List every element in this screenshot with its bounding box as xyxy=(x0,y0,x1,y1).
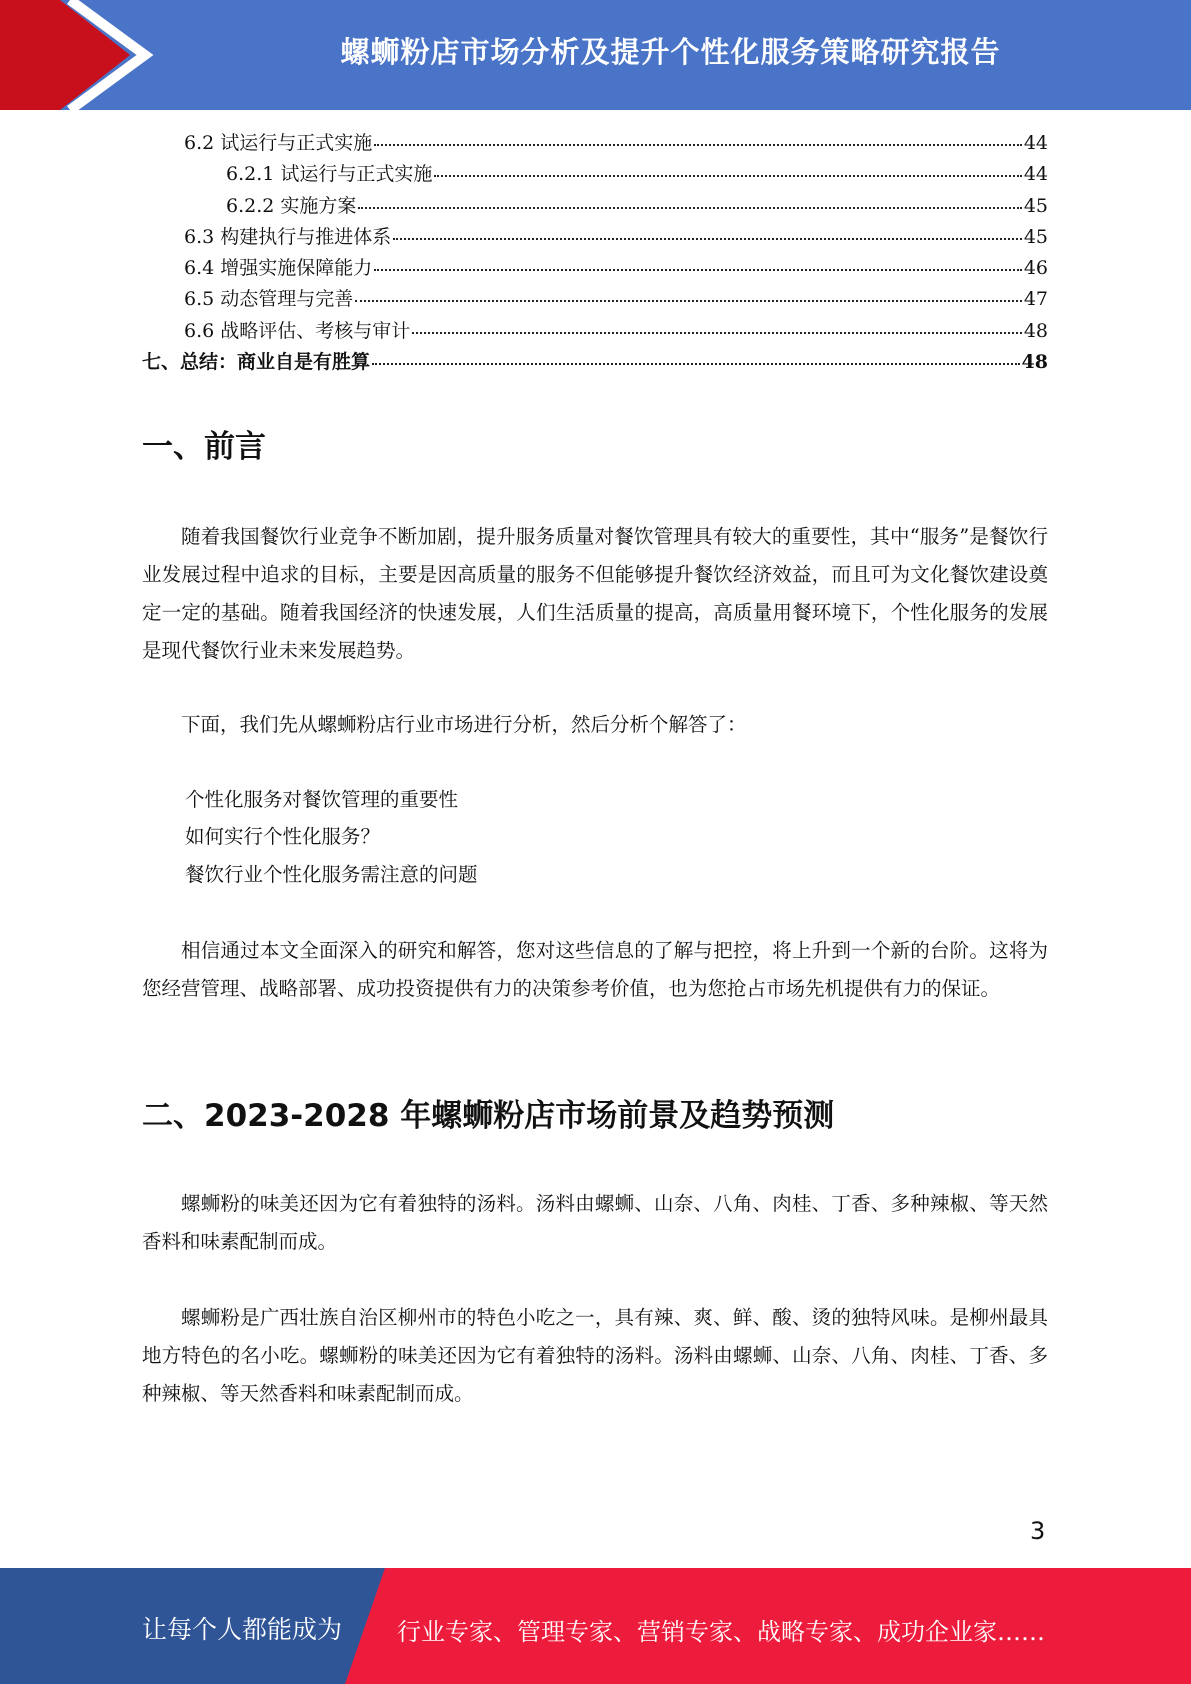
toc-leader-dots xyxy=(355,300,1022,302)
table-of-contents xyxy=(142,128,1048,378)
page-header xyxy=(0,0,1191,110)
toc-entry-label: 6.6 战略评估、考核与审计 xyxy=(184,319,411,342)
toc-entry-label: 6.5 动态管理与完善 xyxy=(184,288,354,311)
toc-entry[interactable] xyxy=(142,284,1048,315)
toc-leader-dots xyxy=(393,238,1022,240)
toc-page-number: 46 xyxy=(1023,257,1048,280)
toc-page-number: 48 xyxy=(1021,351,1048,374)
body-paragraph: 随着我国餐饮行业竞争不断加剧，提升服务质量对餐饮管理具有较大的重要性，其中“服务”是餐饮行业发展过程中追求的目标，主要是因高质量的服务不但能够提升餐饮经济效益，而且可为文化餐饮建设奠定一定的基础。随着我国经济的快速发展，人们生活质量的提高，高质量用餐环境下，个性化服务的发展是现代餐饮行业未来发展趋势。 xyxy=(142,525,1048,662)
body-paragraph: 螺蛳粉是广西壮族自治区柳州市的特色小吃之一，具有辣、爽、鲜、酸、烫的独特风味。是柳州最具地方特色的名小吃。螺蛳粉的味美还因为它有着独特的汤料。汤料由螺蛳、山奈、八角、肉桂、丁香、多种辣椒、等天然香料和味素配制而成。 xyxy=(142,1306,1048,1405)
footer-tagline: 行业专家、管理专家、营销专家、战略专家、成功企业家…… xyxy=(397,1618,1045,1646)
toc-entry-label: 6.4 增强实施保障能力 xyxy=(184,257,373,280)
toc-entry-label: 6.2.1 试运行与正式实施 xyxy=(226,163,433,186)
body-paragraph: 下面，我们先从螺蛳粉店行业市场进行分析，然后分析个解答了： xyxy=(181,713,747,736)
section-heading: 一、前言 xyxy=(142,429,266,465)
toc-page-number: 45 xyxy=(1023,194,1048,217)
toc-entry-label: 6.2 试运行与正式实施 xyxy=(184,132,373,154)
toc-page-number: 48 xyxy=(1023,319,1048,342)
page-footer xyxy=(0,1568,1191,1684)
toc-entry-label: 6.2.2 实施方案 xyxy=(226,194,357,217)
toc-leader-dots xyxy=(434,175,1021,177)
toc-entry[interactable] xyxy=(142,222,1048,253)
body-paragraph: 相信通过本文全面深入的研究和解答，您对这些信息的了解与把控，将上升到一个新的台阶。这将为您经营管理、战略部署、成功投资提供有力的决策参考价值，也为您抢占市场先机提供有力的保证。 xyxy=(142,939,1048,1000)
list-item: 个性化服务对餐饮管理的重要性 xyxy=(185,788,459,811)
toc-page-number: 44 xyxy=(1023,132,1048,154)
toc-page-number: 47 xyxy=(1023,288,1048,311)
toc-entry[interactable] xyxy=(142,159,1048,190)
body-paragraph: 螺蛳粉的味美还因为它有着独特的汤料。汤料由螺蛳、山奈、八角、肉桂、丁香、多种辣椒、等天然香料和味素配制而成。 xyxy=(142,1192,1048,1253)
toc-leader-dots xyxy=(358,207,1021,209)
list-item: 如何实行个性化服务？ xyxy=(185,825,381,848)
toc-leader-dots xyxy=(412,332,1022,334)
toc-leader-dots xyxy=(372,363,1020,365)
toc-leader-dots xyxy=(374,269,1022,271)
toc-entry[interactable] xyxy=(142,316,1048,347)
toc-page-number: 44 xyxy=(1023,163,1048,186)
toc-page-number: 45 xyxy=(1023,225,1048,248)
toc-entry-label: 6.3 构建执行与推进体系 xyxy=(184,225,392,248)
toc-leader-dots xyxy=(374,144,1022,146)
header-title: 螺蛳粉店市场分析及提升个性化服务策略研究报告 xyxy=(340,34,1001,69)
toc-entry[interactable] xyxy=(142,347,1048,378)
section-heading: 二、2023-2028 年螺蛳粉店市场前景及趋势预测 xyxy=(142,1098,835,1134)
toc-entry-label: 七、总结：商业自是有胜算 xyxy=(142,351,371,374)
page-number: 3 xyxy=(1030,1517,1046,1545)
toc-entry[interactable] xyxy=(142,191,1048,222)
toc-entry[interactable] xyxy=(142,128,1048,159)
footer-slogan: 让每个人都能成为 xyxy=(142,1615,343,1644)
list-item: 餐饮行业个性化服务需注意的问题 xyxy=(185,863,478,886)
toc-entry[interactable] xyxy=(142,253,1048,284)
